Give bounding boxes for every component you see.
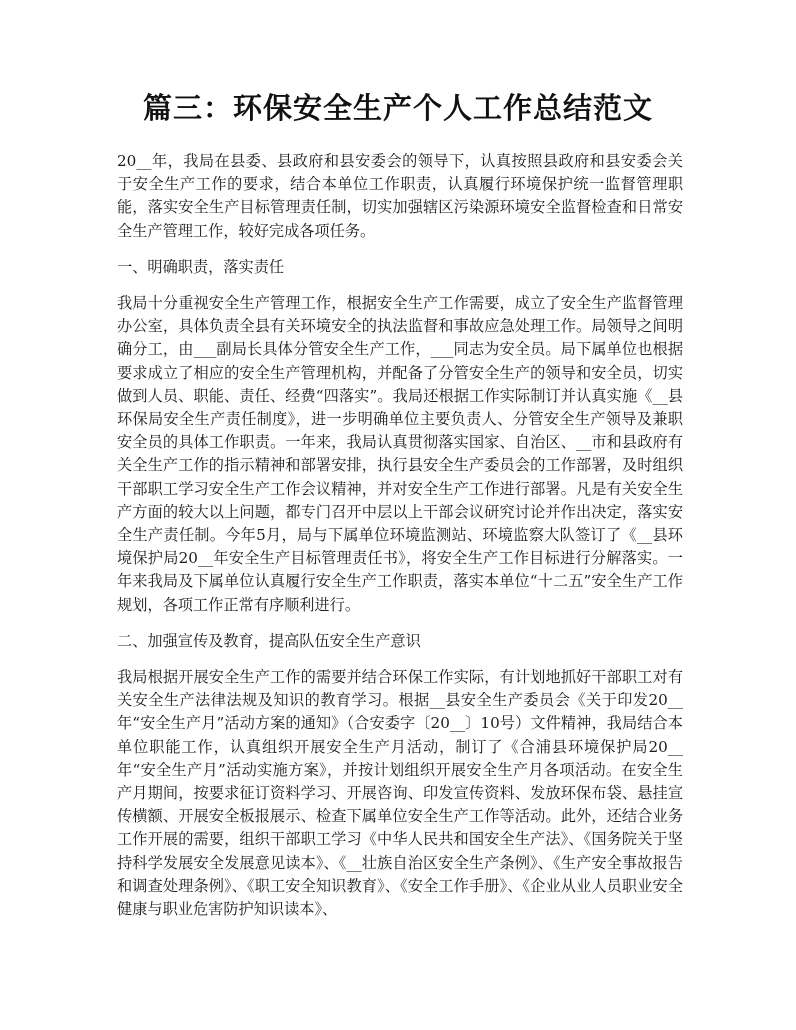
section-2-paragraph: 我局根据开展安全生产工作的需要并结合环保工作实际，有计划地抓好干部职工对有关安全生产法律法规及知识的教育学习。根据__县安全生产委员会《关于印发20__年“安全生产月”活动方案的通知》（合安委字〔20__〕10号）文件精神，我局结合本单位职能工作，认真组织开展安全生产月活动，制订了《合浦县环境保护局20__年“安全生产月”活动实施方案》，并按计划组织开展安全生产月各项活动。在安全生产月期间，按要求征订资料学习、开展咨询、印发宣传资料、发放环保布袋、悬挂宣传横额、开展安全板报展示、检查下属单位安全生产工作等活动。此外，还结合业务工作开展的需要，组织干部职工学习《中华人民共和国安全生产法》、《国务院关于坚持科学发展安全发展意见读本》、《__壮族自治区安全生产条例》、《生产安全事故报告和调查处理条例》、《职工安全知识教育》、《安全工作手册》、《企业从业人员职业安全健康与职业危害防护知识读本》、 <box>117 668 683 919</box>
document-body <box>117 150 683 934</box>
section-heading-2: 二、加强宣传及教育，提高队伍安全生产意识 <box>117 631 421 650</box>
intro-paragraph: 20__年，我局在县委、县政府和县安委会的领导下，认真按照县政府和县安委会关于安全生产工作的要求，结合本单位工作职责，认真履行环境保护统一监督管理职能，落实安全生产目标管理责任制，切实加强辖区污染源环境安全监督检查和日常安全生产管理工作，较好完成各项任务。 <box>117 152 683 240</box>
document-title: 篇三：环保安全生产个人工作总结范文 <box>142 91 653 125</box>
section-1-paragraph: 我局十分重视安全生产管理工作，根据安全生产工作需要，成立了安全生产监督管理办公室，具体负责全县有关环境安全的执法监督和事故应急处理工作。局领导之间明确分工，由___副局长具体分管安全生产工作，___同志为安全员。局下属单位也根据要求成立了相应的安全生产管理机构，并配备了分管安全生产的领导和安全员，切实做到人员、职能、责任、经费“四落实”。我局还根据工作实际制订并认真实施《__县环保局安全生产责任制度》，进一步明确单位主要负责人、分管安全生产领导及兼职安全员的具体工作职责。一年来，我局认真贯彻落实国家、自治区、__市和县政府有关全生产工作的指示精神和部署安排，执行县安全生产委员会的工作部署，及时组织干部职工学习安全生产工作会议精神，并对安全生产工作进行部署。凡是有关安全生产方面的较大以上问题，都专门召开中层以上干部会议研究讨论并作出决定，落实安全生产责任制。今年5月，局与下属单位环境监测站、环境监察大队签订了《__县环境保护局20__年安全生产目标管理责任书》，将安全生产工作目标进行分解落实。一年来我局及下属单位认真履行安全生产工作职责，落实本单位“十二五”安全生产工作规划，各项工作正常有序顺利进行。 <box>117 294 683 614</box>
section-heading-1: 一、明确职责，落实责任 <box>117 257 285 276</box>
